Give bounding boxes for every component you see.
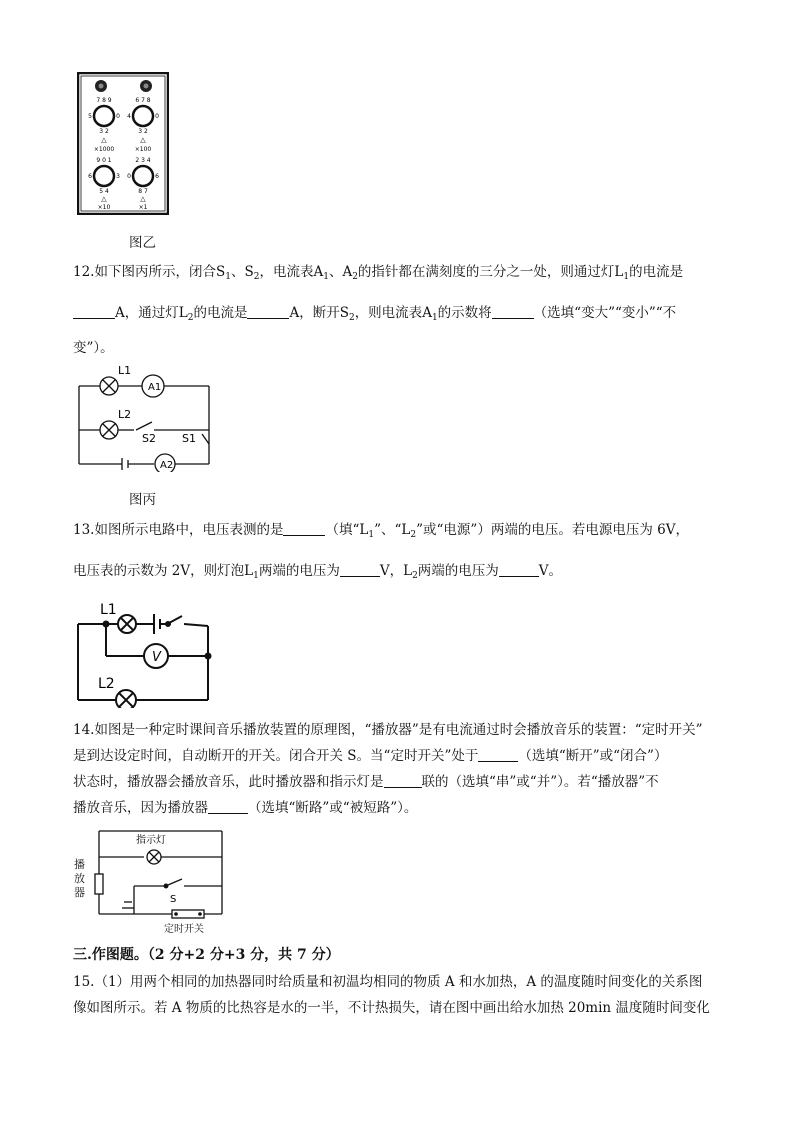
lamp-l2-label: L2 — [118, 408, 132, 421]
voltmeter-label: V — [152, 650, 161, 665]
dial-x100-label: ×100 — [134, 146, 152, 153]
q14-blank-3[interactable] — [208, 799, 248, 814]
dial-x10-label: ×10 — [97, 204, 111, 211]
svg-text:3 2: 3 2 — [99, 128, 109, 135]
q13-blank-2[interactable] — [340, 562, 380, 577]
svg-text:△: △ — [101, 136, 107, 144]
svg-text:6: 6 — [88, 173, 92, 180]
q14-blank-2[interactable] — [384, 773, 422, 788]
q12-line2: A，通过灯$L_2$的电流是 A，断开$S_2$，则电流表$A_1$的示数将 （选填“变大”“变小”“不 — [73, 303, 676, 328]
svg-text:4: 4 — [127, 113, 131, 120]
switch-s2-label: S2 — [142, 432, 156, 445]
q14-line1: 14.如图是一种定时课间音乐播放装置的原理图，“播放器”是有电流通过时会播放音乐的装置：“定时开关” — [73, 722, 703, 738]
q13-blank-1[interactable] — [283, 521, 325, 536]
q13-line2: 电压表的示数为 2V，则灯泡$L_1$两端的电压为 V，$L_2$两端的电压为 V。 — [73, 563, 563, 581]
circuit-figure-q13 — [70, 596, 215, 708]
dial-x1-label: ×1 — [138, 204, 148, 211]
switch-s-label: S — [170, 894, 177, 905]
ammeter-a1-label: A1 — [148, 382, 162, 393]
dial-x1000-label: ×1000 — [93, 146, 115, 153]
ammeter-a2-label: A2 — [160, 460, 174, 471]
svg-text:6: 6 — [155, 173, 159, 180]
q12-line3: 变”）。 — [73, 340, 114, 356]
svg-text:0: 0 — [155, 113, 159, 120]
svg-text:△: △ — [101, 195, 107, 203]
q12-blank-3[interactable] — [492, 304, 534, 319]
section-3-title: 三.作图题。（2 分+2 分+3 分，共 7 分） — [73, 947, 340, 963]
timer-switch-label: 定时开关 — [164, 924, 204, 935]
circuit-figure-bing — [72, 362, 217, 472]
lamp-l1-label: L1 — [118, 364, 132, 377]
q14-blank-1[interactable] — [478, 747, 518, 762]
q14-line4: 播放音乐，因为播放器 （选填“断路”或“被短路”）。 — [73, 800, 418, 816]
switch-s1-label: S1 — [182, 432, 196, 445]
svg-text:9 0 1: 9 0 1 — [96, 157, 112, 164]
svg-text:△: △ — [140, 136, 146, 144]
q14-line2: 是到达设定时间，自动断开的开关。闭合开关 S。当“定时开关”处于 （选填“断开”或“闭合”） — [73, 748, 668, 764]
q15-line2: 像如图所示。若 A 物质的比热容是水的一半，不计热损失，请在图中画出给水加热 20min 温度随时间变化 — [73, 1000, 710, 1016]
svg-text:5: 5 — [88, 113, 92, 120]
svg-text:7 8 9: 7 8 9 — [96, 97, 112, 104]
svg-text:3 2: 3 2 — [138, 128, 148, 135]
q13-blank-3[interactable] — [499, 562, 539, 577]
q12-blank-1[interactable] — [73, 304, 115, 319]
figure-bing-caption: 图丙 — [129, 492, 156, 508]
q15-line1: 15.（1）用两个相同的加热器同时给质量和初温均相同的物质 A 和水加热，A 的温度随时间变化的关系图 — [73, 974, 703, 990]
q13-line1: 13.如图所示电路中，电压表测的是 （填“$L_1$”、“$L_2$”或“电源”）两端的电压。若电源电压为 6V， — [73, 522, 689, 540]
svg-text:0: 0 — [127, 173, 131, 180]
svg-text:△: △ — [140, 195, 146, 203]
indicator-lamp-label: 指示灯 — [136, 835, 166, 846]
q13-lamp-l1-label: L1 — [100, 602, 117, 618]
q12-blank-2[interactable] — [247, 304, 289, 319]
circuit-figure-q14 — [72, 826, 227, 920]
player-label: 播放器 — [74, 858, 85, 899]
q12-line1: 12.如下图丙所示，闭合$S_1$、$S_2$，电流表$A_1$、$A_2$的指针都在满刻度的三分之一处，则通过灯$L_1$的电流是 — [73, 264, 684, 282]
svg-text:0: 0 — [116, 113, 120, 120]
svg-text:8 7: 8 7 — [138, 188, 148, 195]
q14-line3: 状态时，播放器会播放音乐，此时播放器和指示灯是 联的（选填“串”或“并”）。若“播放器”不 — [73, 774, 659, 790]
resistance-box-figure — [77, 72, 169, 215]
q13-lamp-l2-label: L2 — [98, 676, 115, 692]
svg-text:5 4: 5 4 — [99, 188, 109, 195]
svg-text:2 3 4: 2 3 4 — [135, 157, 151, 164]
svg-text:6 7 8: 6 7 8 — [135, 97, 151, 104]
svg-text:3: 3 — [116, 173, 120, 180]
figure-yi-caption: 图乙 — [129, 235, 156, 251]
